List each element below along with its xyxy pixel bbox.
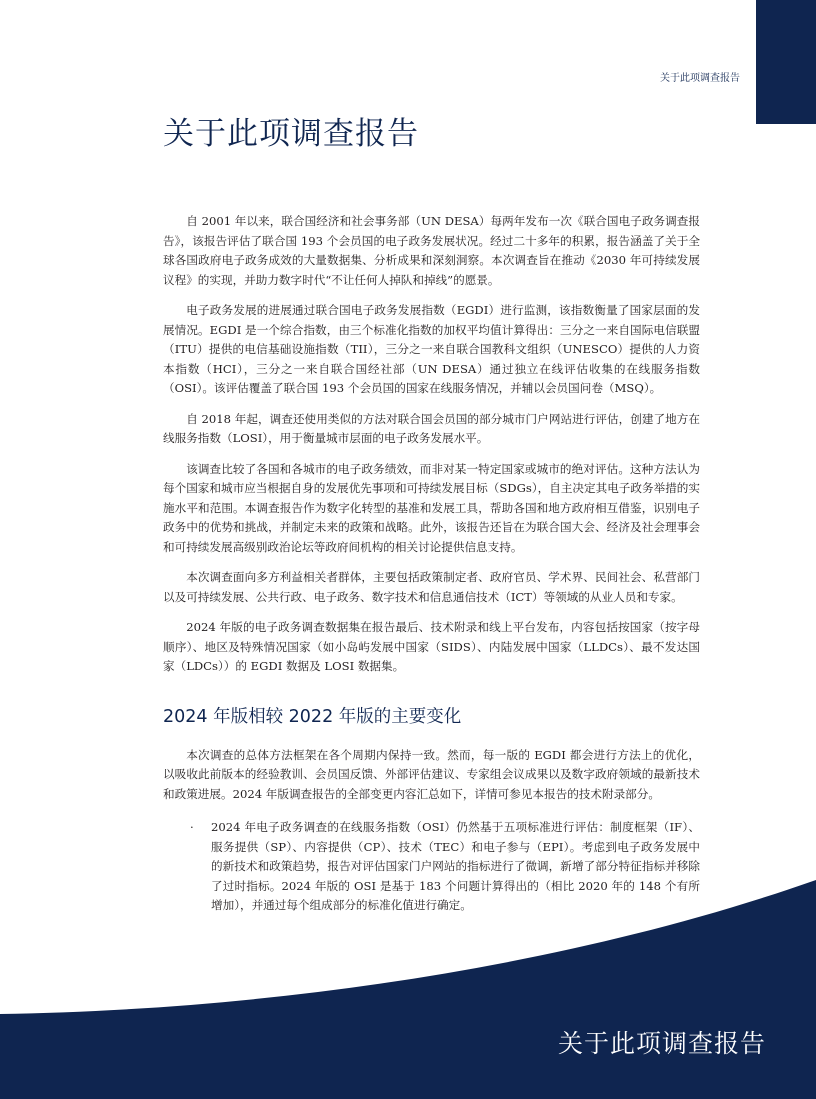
paragraph: 该调查比较了各国和各城市的电子政务绩效，而非对某一特定国家或城市的绝对评估。这种方法认为每个国家和城市应当根据自身的发展优先事项和可持续发展目标（SDGs），自主决定其电子政务举措的实施水平和范围。本调查报告作为数字化转型的基准和发展工具，帮助各国和地方政府相互借鉴，识别电子政务中的优势和挑战，并制定未来的政策和战略。此外，该报告还旨在为联合国大会、经济及社会理事会和可持续发展高级别政治论坛等政府间机构的相关讨论提供信息支持。 <box>163 461 700 554</box>
bullet-text: 2024 年电子政务调查的在线服务指数（OSI）仍然基于五项标准进行评估：制度框架（IF）、服务提供（SP）、内容提供（CP）、技术（TEC）和电子参与（EPI）。考虑到电子政务发展中的新技术和政策趋势，报告对评估国家门户网站的指标进行了微调，新增了部分特征指标并移除了过时指标。2024 年版的 OSI 是基于 183 个问题计算得出的（相比 2020 年的 148 个有所增加），并通过每个组成部分的标准化值进行确定。 <box>211 820 700 912</box>
footer-wave-shape <box>0 880 816 1099</box>
paragraph: 自 2001 年以来，联合国经济和社会事务部（UN DESA）每两年发布一次《联合国电子政务调查报告》，该报告评估了联合国 193 个会员国的电子政务发展状况。经过二十多年的积累，报告涵盖了关于全球各国政府电子政务成效的大量数据集、分析成果和深刻洞察。本次调查旨在推动《2030 年可持续发展议程》的实现，并助力数字时代“不让任何人掉队和掉线”的愿景。 <box>163 214 700 287</box>
paragraph: 自 2018 年起，调查还使用类似的方法对联合国会员国的部分城市门户网站进行评估，创建了地方在线服务指数（LOSI），用于衡量城市层面的电子政务发展水平。 <box>163 411 700 445</box>
bullet-icon: · <box>190 820 194 834</box>
section-intro: 本次调查的总体方法框架在各个周期内保持一致。然而，每一版的 EGDI 都会进行方法上的优化，以吸收此前版本的经验教训、会员国反馈、外部评估建议、专家组会议成果以及数字政府领域的最新技术和政策进展。2024 年版调查报告的全部变更内容汇总如下，详情可参见本报告的技术附录部分。 <box>163 747 700 801</box>
running-header: 关于此项调查报告 <box>660 73 740 84</box>
paragraph: 电子政务发展的进展通过联合国电子政务发展指数（EGDI）进行监测，该指数衡量了国家层面的发展情况。EGDI 是一个综合指数，由三个标准化指数的加权平均值计算得出：三分之一来自国际电信联盟（ITU）提供的电信基础设施指数（TII），三分之一来自联合国教科文组织（UNESCO）提供的人力资本指数（HCI），三分之一来自联合国经社部（UN DESA）通过独立在线评估收集的在线服务指数（OSI）。该评估覆盖了联合国 193 个会员国的国家在线服务情况，并辅以会员国问卷（MSQ）。 <box>163 303 700 395</box>
paragraph: 本次调查面向多方利益相关者群体，主要包括政策制定者、政府官员、学术界、民间社会、私营部门以及可持续发展、公共行政、电子政务、数字技术和信息通信技术（ICT）等领域的从业人员和专家。 <box>163 570 700 604</box>
footer-title: 关于此项调查报告 <box>557 1029 766 1058</box>
section-heading: 2024 年版相较 2022 年版的主要变化 <box>163 706 462 727</box>
paragraph: 2024 年版的电子政务调查数据集在报告最后、技术附录和线上平台发布，内容包括按国家（按字母顺序）、地区及特殊情况国家（如小岛屿发展中国家（SIDS）、内陆发展中国家（LLDCs）、最不发达国家（LDCs））的 EGDI 数据及 LOSI 数据集。 <box>163 620 700 673</box>
page-title: 关于此项调查报告 <box>163 116 419 152</box>
